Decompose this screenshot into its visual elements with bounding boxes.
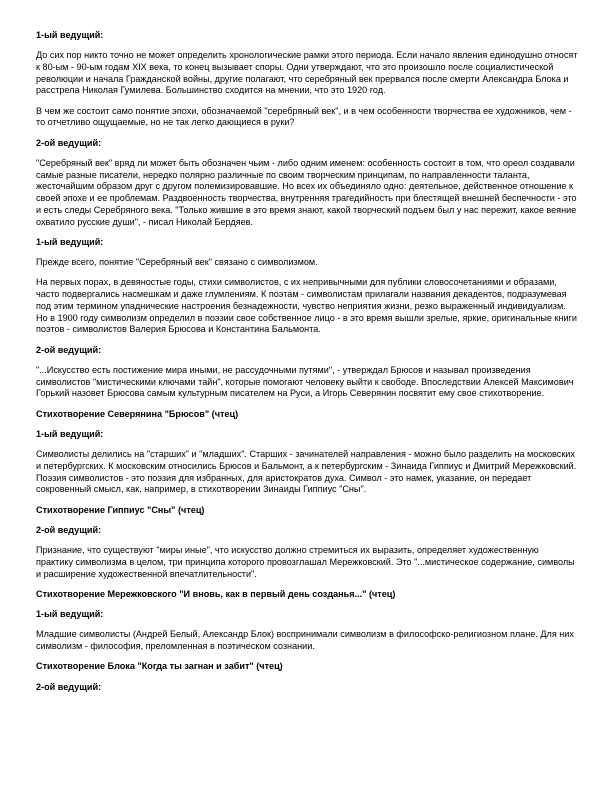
poem-heading: Стихотворение Северянина "Брюсов" (чтец)	[36, 408, 239, 419]
speaker-heading: 1-ый ведущий:	[36, 30, 104, 40]
paragraph: До сих пор никто точно не может определить хронологические рамки этого периода. Если начало явления единодушно относят к 80-ым - 90-ым годам XIX века, то конец вызывает споры. Одни утверждают, что это произошло после социалистической революции и начала Гражданской войны, другие полагают, что серебряный век прервался после смерти Александра Блока и расстрела Николая Гумилева. Большинство сходится на мнении, что это 1920 год.	[36, 50, 578, 96]
paragraph: Признание, что существуют "миры иные", что искусство должно стремиться их выразить, определяет художественную практику символизма в целом, три принципа которого провозглашал Мережковский. Это "...мистическое содержание, символы и расширение художественной впечатлительности".	[36, 545, 575, 579]
poem-heading: Стихотворение Блока "Когда ты загнан и забит" (чтец)	[36, 661, 283, 672]
speaker-heading: 1-ый ведущий:	[36, 609, 104, 620]
poem-heading: Стихотворение Гиппиус "Сны" (чтец)	[36, 504, 205, 515]
speaker-heading: 2-ой ведущий:	[36, 681, 102, 692]
speaker-heading: 2-ой ведущий:	[36, 344, 102, 355]
document-page	[36, 30, 578, 702]
speaker-heading: 2-ой ведущий:	[36, 524, 102, 535]
paragraph: На первых порах, в девяностые годы, стихи символистов, с их непривычными для публики словосочетаниями и образами, часто подвергались насмешкам и даже глумлениям. К поэтам - символистам прилагали названия декадентов, подразумевая под этим термином упаднические настроения безнадежности, чувство неприятия жизни, резко выраженный индивидуализм. Но в 1900 году символизм определил в поэзии свое собственное лицо - в это время вышли зрелые, яркие, оригинальные книги поэтов - символистов Валерия Брюсова и Константина Бальмонта.	[36, 277, 577, 335]
speaker-heading: 2-ой ведущий:	[36, 137, 102, 148]
paragraph: Прежде всего, понятие "Серебряный век" связано с символизмом.	[36, 257, 318, 268]
speaker-heading: 1-ый ведущий:	[36, 236, 104, 247]
paragraph: Младшие символисты (Андрей Белый, Александр Блок) воспринимали символизм в философско-религиозном плане. Для них символизм - философия, преломленная в поэтическом сознании.	[36, 629, 574, 652]
paragraph: В чем же состоит само понятие эпохи, обозначаемой "серебряный век", и в чем особенности творчества ее художников, чем - то отчетливо ощущаемые, но не так легко дающиеся в руки?	[36, 105, 572, 128]
speaker-heading: 1-ый ведущий:	[36, 428, 104, 439]
poem-heading: Стихотворение Мережковского "И вновь, как в первый день созданья..." (чтец)	[36, 588, 396, 599]
paragraph: "...Искусство есть постижение мира иными, не рассудочными путями", - утверждал Брюсов и называл произведения символистов "мистическими ключами тайн", которые помогают человеку выйти к свободе. Впоследствии Алексей Максимович Горький назовет Брюсова самым культурным писателем на Руси, а Игорь Северянин посвятит ему свое стихотворение.	[36, 364, 574, 399]
paragraph: Символисты делились на "старших" и "младших". Старших - зачинателей направления - можно было разделить на московских и петербургских. К московским относились Брюсов и Бальмонт, а к петербургским - Зинаида Гиппиус и Дмитрий Мережковский. Поэзия символистов - это поэзия для избранных, для аристократов духа. Символ - это намек, указание, он передает сокровенный смысл, как, например, в стихотворении Зинаиды Гиппиус "Сны".	[36, 449, 577, 495]
paragraph: "Серебряный век" вряд ли может быть обозначен чьим - либо одним именем: особенность состоит в том, что ореол создавали самые разные писатели, нередко полярно различные по своим творческим принципам, по направленности таланта, жесточайшим образом друг с другом полемизировавшие. Но всех их объединяло одно: деятельное, действенное отношение к своей эпохе и ее проблемам. Раздвоенность творчества, внутренняя трагедийность при блестящей внешней беспечности - это и есть следы Серебряного века. "Только жившие в это время знают, какой творческий подъем был у нас пережит, какое веяние охватило русские души", - писал Николай Бердяев.	[36, 158, 577, 227]
